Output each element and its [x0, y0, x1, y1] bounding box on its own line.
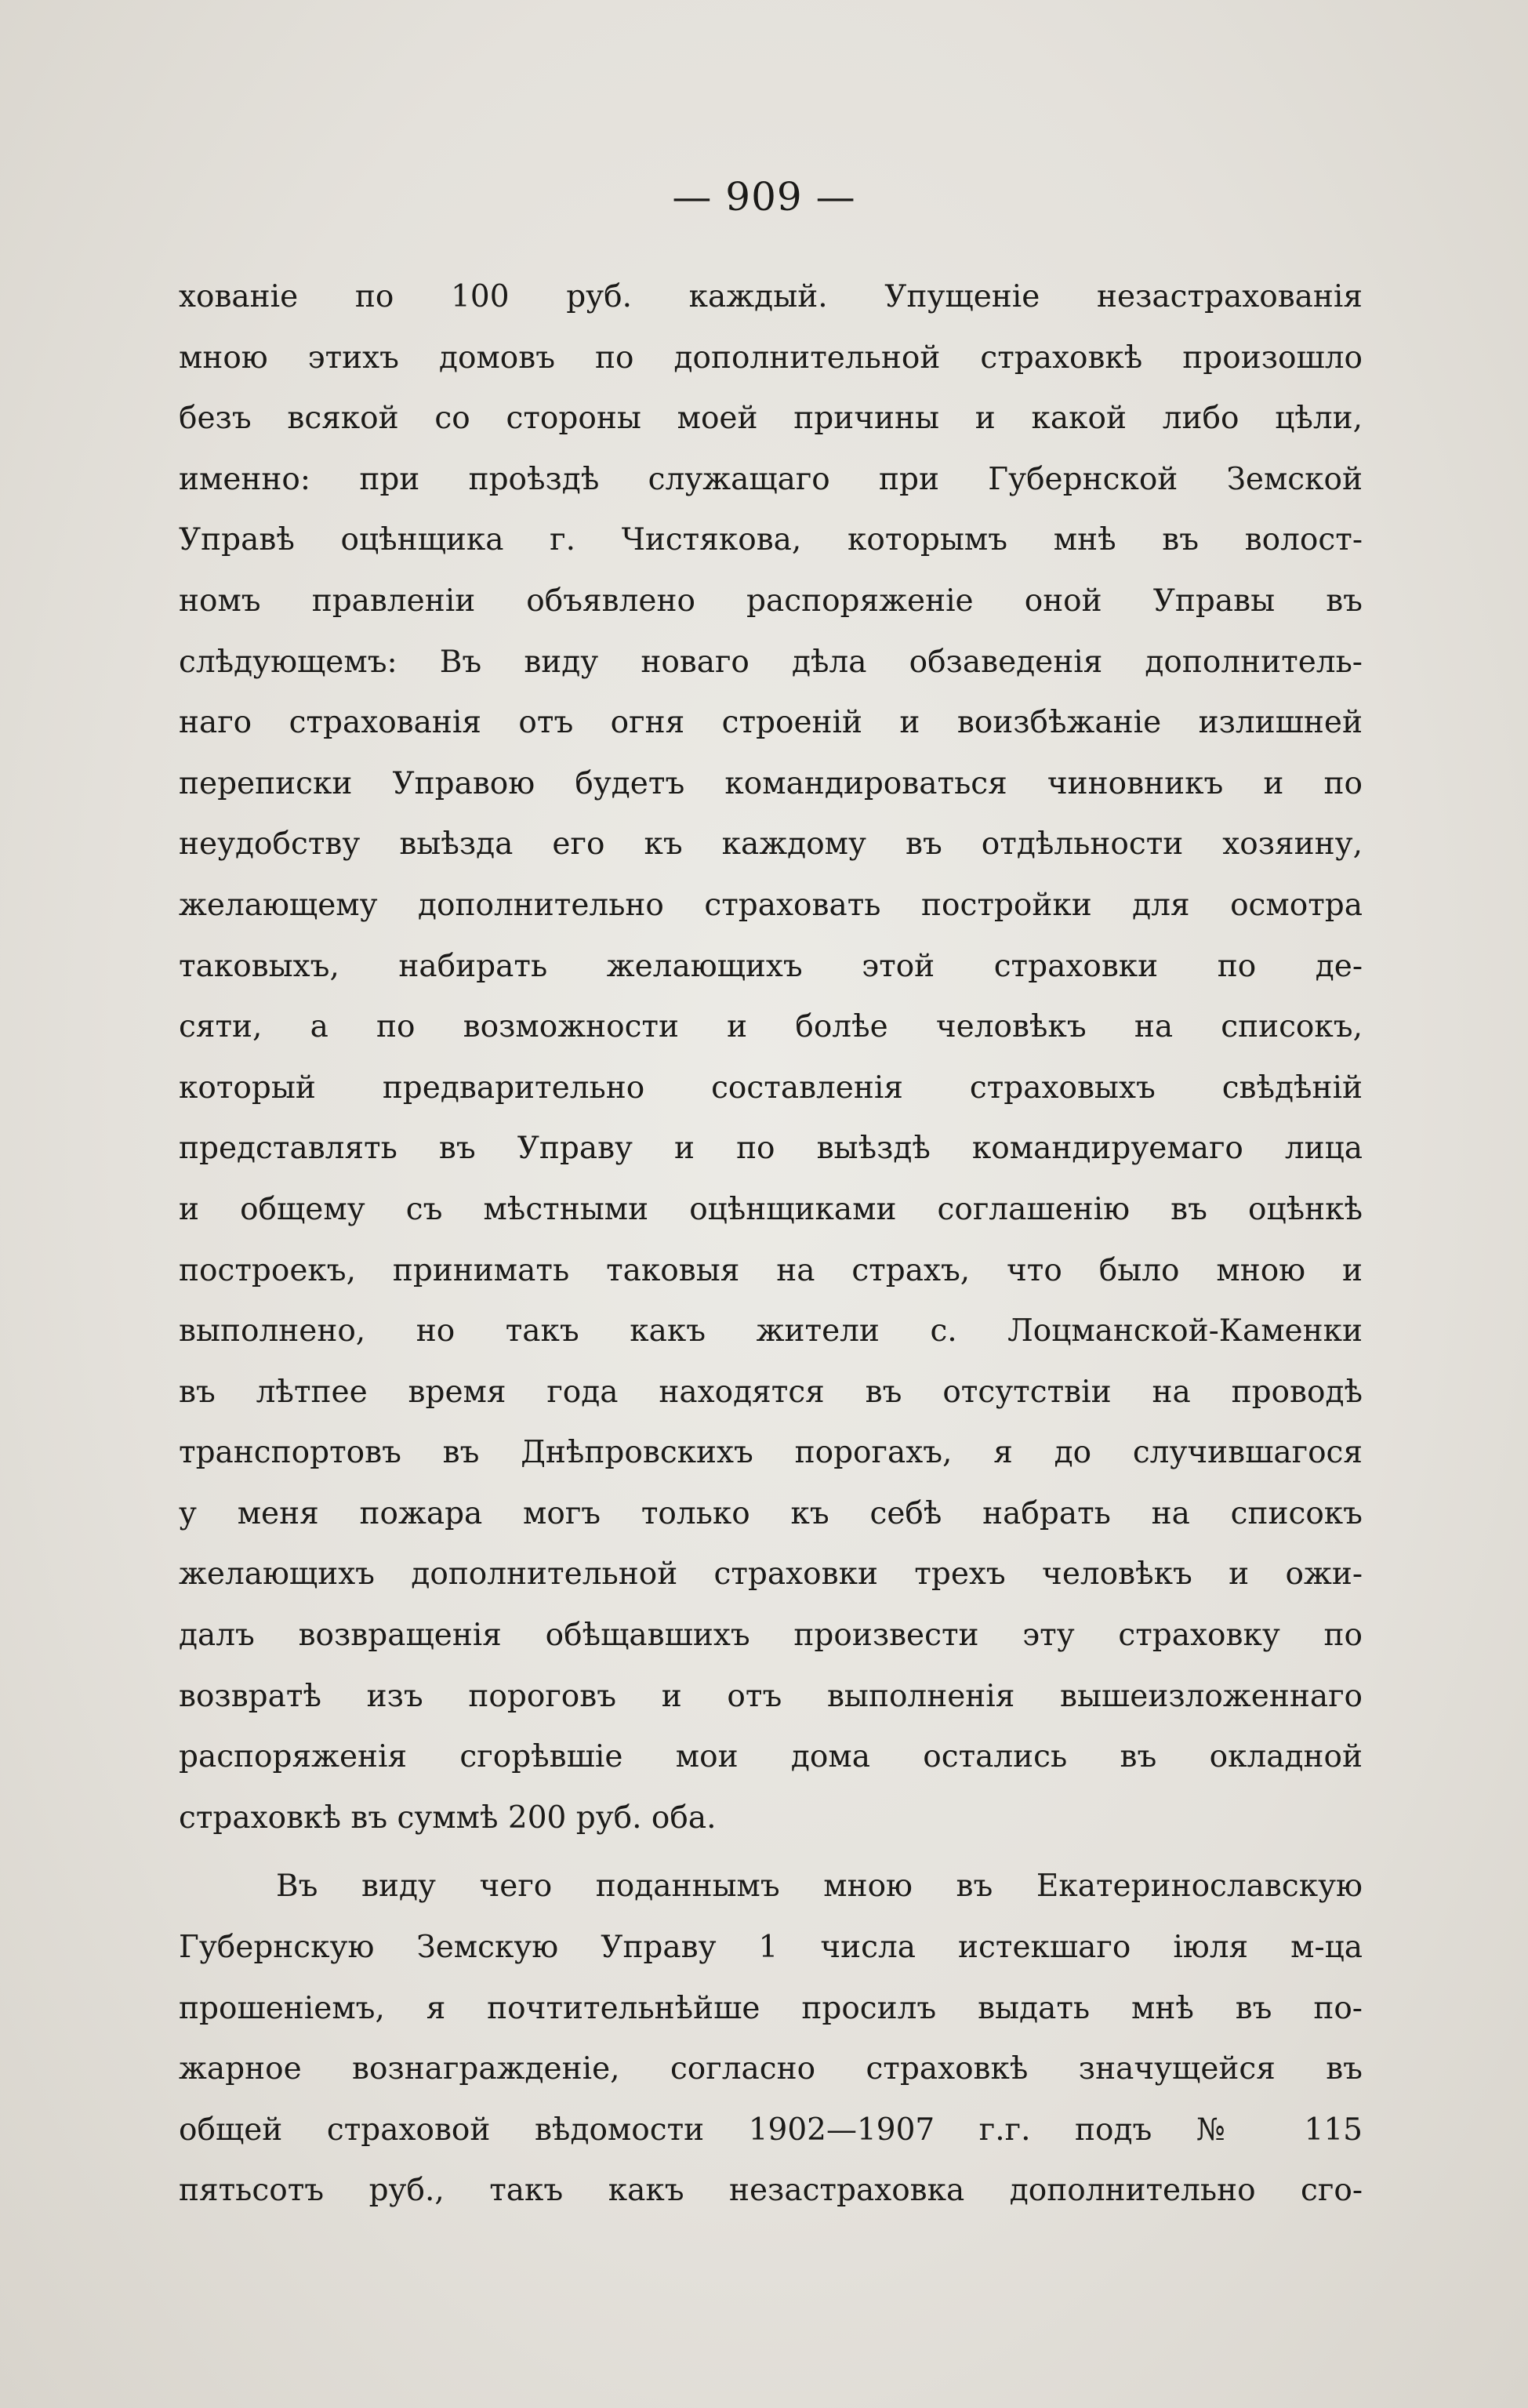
- text-line: распоряженія сгорѣвшіе мои дома остались въ окладной: [179, 1739, 1363, 1775]
- text-line: представлять въ Управу и по выѣздѣ командируемаго лица: [179, 1131, 1363, 1167]
- text-line: далъ возвращенія обѣщавшихъ произвести эту страховку по: [179, 1618, 1363, 1654]
- text-line: неудобству выѣзда его къ каждому въ отдѣльности хозяину,: [179, 826, 1363, 863]
- text-line: хованіе по 100 руб. каждый. Упущеніе незастрахованія: [179, 279, 1363, 314]
- text-line: номъ правленіи объявлено распоряженіе оной Управы въ: [179, 583, 1363, 619]
- text-line: сяти, а по возможности и болѣе человѣкъ на списокъ,: [179, 1009, 1363, 1045]
- text-line: возвратѣ изъ пороговъ и отъ выполненія вышеизложеннаго: [179, 1678, 1363, 1714]
- text-line: мною этихъ домовъ по дополнительной страховкѣ произошло: [179, 340, 1363, 376]
- text-line: общей страховой вѣдомости 1902—1907 г.г. подъ № 115: [179, 2112, 1363, 2148]
- paragraph-1: [179, 267, 1363, 1848]
- text-line: страховкѣ въ суммѣ 200 руб. оба.: [179, 1800, 717, 1836]
- text-line: построекъ, принимать таковыя на страхъ, что было мною и: [179, 1252, 1363, 1288]
- text-line: желающему дополнительно страховать постройки для осмотра: [179, 887, 1363, 923]
- text-line: наго страхованія отъ огня строеній и воизбѣжаніе излишней: [179, 705, 1363, 741]
- page-number: — 909 —: [672, 174, 856, 220]
- text-line: безъ всякой со стороны моей причины и какой либо цѣли,: [179, 401, 1363, 437]
- text-block: [179, 267, 1363, 2221]
- text-line: Губернскую Земскую Управу 1 числа истекшаго іюля м-ца: [179, 1930, 1363, 1966]
- text-line: жарное вознагражденіе, согласно страховкѣ значущейся въ: [179, 2051, 1363, 2087]
- text-line: и общему съ мѣстными оцѣнщиками соглашенію въ оцѣнкѣ: [179, 1191, 1363, 1227]
- paragraph-2: [179, 1856, 1363, 2221]
- text-line: таковыхъ, набирать желающихъ этой страховки по де-: [179, 948, 1363, 984]
- text-line: Управѣ оцѣнщика г. Чистякова, которымъ мнѣ въ волост-: [179, 522, 1363, 558]
- text-line: слѣдующемъ: Въ виду новаго дѣла обзаведенія дополнитель-: [179, 644, 1363, 680]
- paragraph-gap: [179, 1848, 1363, 1856]
- text-line: пятьсотъ руб., такъ какъ незастраховка дополнительно сго-: [179, 2173, 1363, 2209]
- text-line: выполнено, но такъ какъ жители с. Лоцманской-Каменки: [179, 1313, 1363, 1349]
- text-line: у меня пожара могъ только къ себѣ набрать на списокъ: [179, 1495, 1363, 1531]
- text-line: Въ виду чего поданнымъ мною въ Екатеринославскую: [276, 1869, 1363, 1905]
- text-line: транспортовъ въ Днѣпровскихъ порогахъ, я до случившагося: [179, 1435, 1363, 1471]
- text-line: прошеніемъ, я почтительнѣйше просилъ выдать мнѣ въ по-: [179, 1990, 1363, 2026]
- text-line: переписки Управою будетъ командироваться чиновникъ и по: [179, 765, 1363, 801]
- text-line: въ лѣтпее время года находятся въ отсутствіи на проводѣ: [179, 1374, 1363, 1410]
- text-line: желающихъ дополнительной страховки трехъ человѣкъ и ожи-: [179, 1556, 1363, 1593]
- text-line: именно: при проѣздѣ служащаго при Губернской Земской: [179, 461, 1363, 497]
- text-line: который предварительно составленія страховыхъ свѣдѣній: [179, 1070, 1363, 1106]
